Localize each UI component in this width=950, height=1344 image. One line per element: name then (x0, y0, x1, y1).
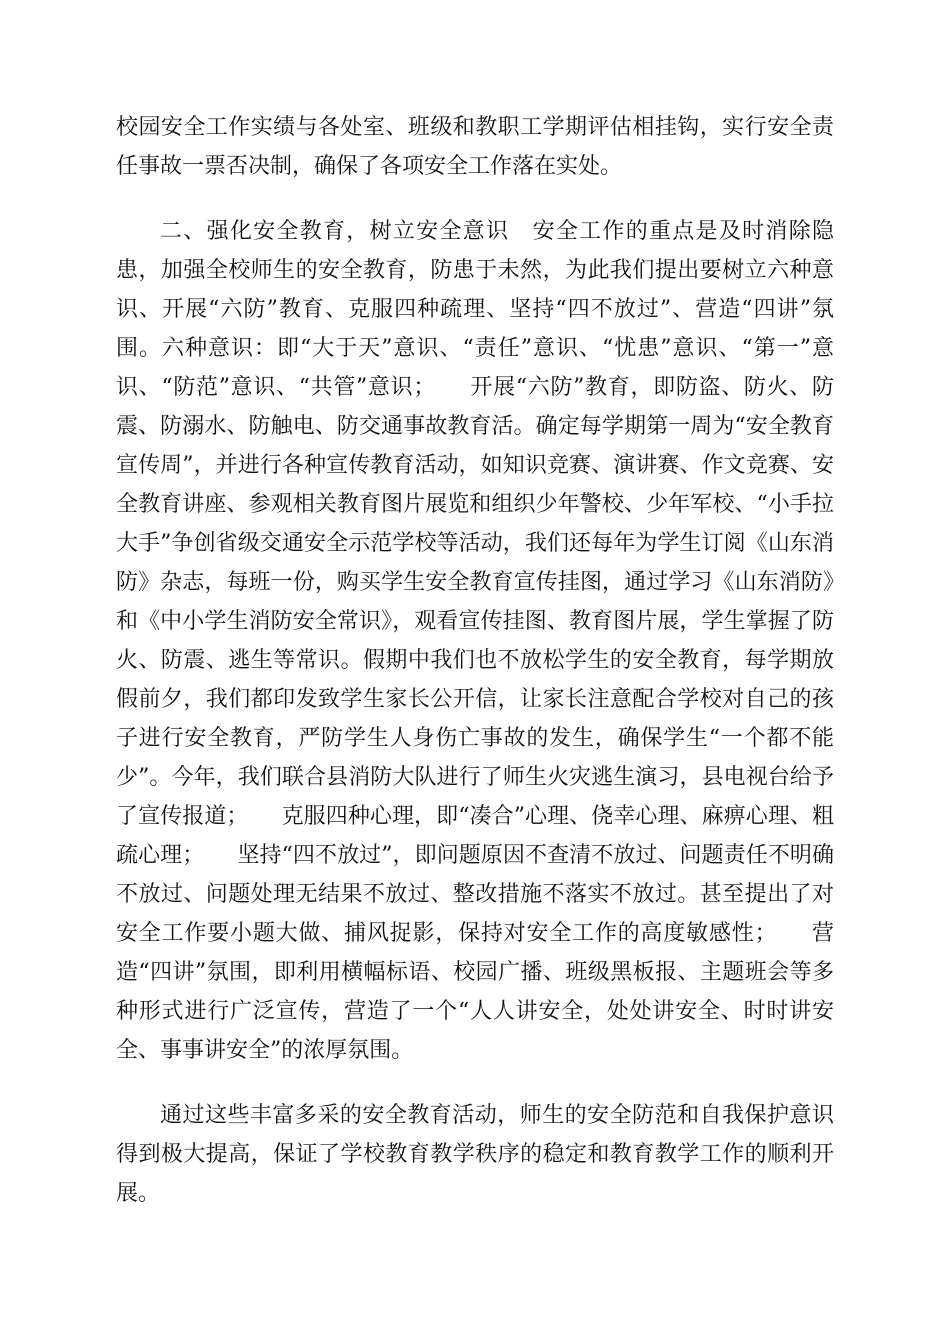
paragraph-safety-education: 二、强化安全教育，树立安全意识 安全工作的重点是及时消除隐患，加强全校师生的安全教育，防患于未然，为此我们提出要树立六种意识、开展“六防”教育、克服四种疏理、坚持“四不放过”、营造“四讲”氛围。六种意识：即“大于天”意识、“责任”意识、“忧患”意识、“第一”意识、“防范”意识、“共管”意识； 开展“六防”教育，即防盗、防火、防震、防溺水、防触电、防交通事故教育活。确定每学期第一周为“安全教育宣传周”，并进行各种宣传教育活动，如知识竞赛、演讲赛、作文竞赛、安全教育讲座、参观相关教育图片展览和组织少年警校、少年军校、“小手拉大手”争创省级交通安全示范学校等活动，我们还每年为学生订阅《山东消防》杂志，每班一份，购买学生安全教育宣传挂图，通过学习《山东消防》和《中小学生消防安全常识》，观看宣传挂图、教育图片展，学生掌握了防火、防震、逃生等常识。假期中我们也不放松学生的安全教育，每学期放假前夕，我们都印发致学生家长公开信，让家长注意配合学校对自己的孩子进行安全教育，严防学生人身伤亡事故的发生，确保学生“一个都不能少”。今年，我们联合县消防大队进行了师生火灾逃生演习，县电视台给予了宣传报道； 克服四种心理，即“凑合”心理、侥幸心理、麻痹心理、粗疏心理； 坚持“四不放过”，即问题原因不查清不放过、问题责任不明确不放过、问题处理无结果不放过、整改措施不落实不放过。甚至提出了对安全工作要小题大做、捕风捉影，保持对安全工作的高度敏感性； 营造“四讲”氛围，即利用横幅标语、校园广播、班级黑板报、主题班会等多种形式进行广泛宣传，营造了一个“人人讲安全，处处讲安全、时时讲安全、事事讲安全”的浓厚氛围。 (116, 219, 834, 1063)
document-body (116, 108, 834, 1213)
paragraph-conclusion: 通过这些丰富多采的安全教育活动，师生的安全防范和自我保护意识得到极大提高，保证了学校教育教学秩序的稳定和教育教学工作的顺利开展。 (116, 1103, 834, 1206)
paragraph-gap (116, 186, 834, 212)
paragraph-continuation: 校园安全工作实绩与各处室、班级和教职工学期评估相挂钩，实行安全责任事故一票否决制，确保了各项安全工作落在实处。 (116, 115, 834, 179)
paragraph-gap (116, 1070, 834, 1096)
